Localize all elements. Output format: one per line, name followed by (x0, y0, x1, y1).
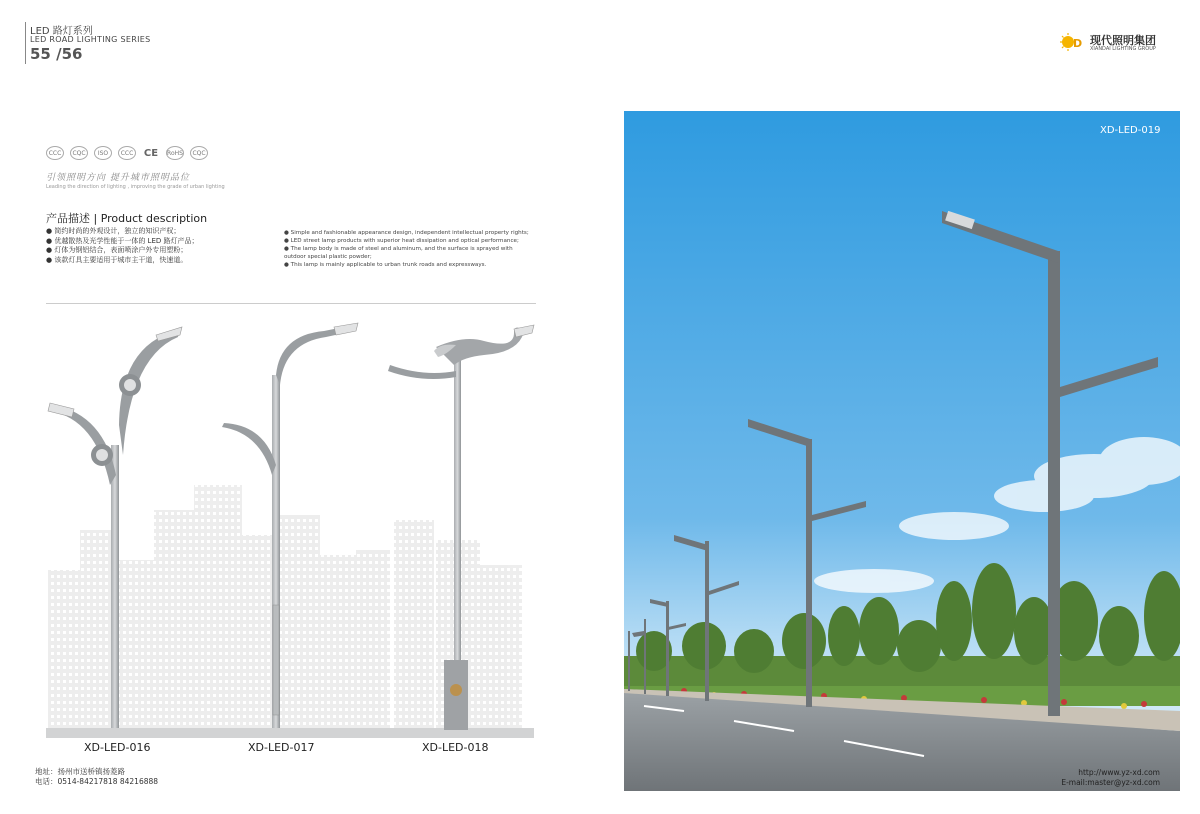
description-en-line: ● LED street lamp products with superior heat dissipation and optical performance; (284, 238, 519, 244)
certification-icon: RoHS (166, 146, 184, 160)
brand-name-en: XIANDAI LIGHTING GROUP (1090, 46, 1156, 52)
address-text: 地址：扬州市送桥镇扬菱路 (35, 767, 125, 776)
sun-logo-icon (1060, 32, 1084, 52)
description-cn-line: ● 该款灯具主要适用于城市主干道，快速道。 (46, 255, 188, 264)
description-en (284, 229, 534, 269)
contact-info (35, 767, 158, 787)
description-title: 产品描述 | Product description (46, 212, 208, 225)
model-label-017: XD-LED-017 (248, 741, 315, 754)
svg-text:D: D (1073, 37, 1083, 50)
slogan-cn: 引领照明方向 提升城市照明品位 (46, 173, 190, 183)
brand-logo-block (1060, 32, 1180, 54)
description-en-line: ● The lamp body is made of steel and aluminum, and the surface is sprayed with outdoor special plastic powder; (284, 246, 513, 260)
section-divider (46, 303, 536, 304)
header-divider (25, 22, 26, 64)
road-photo (624, 111, 1180, 791)
description-en-line: ● Simple and fashionable appearance design, independent intellectual property rights; (284, 230, 529, 236)
model-label-018: XD-LED-018 (422, 741, 489, 754)
phone-text: 电话：0514-84217818 84216888 (35, 777, 159, 786)
series-title-cn: LED 路灯系列 (30, 26, 93, 37)
certification-icon: CQC (190, 146, 208, 160)
ce-mark-icon: CE (143, 147, 159, 159)
website-link[interactable]: http://www.yz-xd.com (1078, 768, 1160, 777)
photo-model-label: XD-LED-019 (1100, 125, 1161, 136)
web-contact (1030, 768, 1160, 788)
description-en-line: ● This lamp is mainly applicable to urban trunk roads and expressways. (284, 262, 487, 268)
series-title-en: LED ROAD LIGHTING SERIES (30, 35, 151, 44)
street-lamp-illustration (44, 315, 536, 741)
slogan-en: Leading the direction of lighting , improving the grade of urban lighting (46, 184, 225, 190)
model-label-016: XD-LED-016 (84, 741, 151, 754)
description-cn-line: ● 简约时尚的外观设计，独立的知识产权； (46, 227, 181, 235)
page-number: 55 /56 (30, 45, 83, 63)
certification-icons (46, 146, 208, 160)
description-cn (46, 227, 266, 265)
certification-icon: CQC (70, 146, 88, 160)
certification-icon: CCC (118, 146, 136, 160)
certification-icon: ISO (94, 146, 112, 160)
brand-name-cn: 现代照明集团 (1090, 34, 1156, 47)
description-cn-line: ● 灯体为钢铝结合，表面喷涂户外专用塑粉； (46, 246, 188, 255)
email-link[interactable]: E-mail:master@yz-xd.com (1061, 778, 1160, 787)
description-cn-line: ● 优越散热及光学性能于一体的 LED 路灯产品； (46, 236, 199, 245)
certification-icon: CCC (46, 146, 64, 160)
